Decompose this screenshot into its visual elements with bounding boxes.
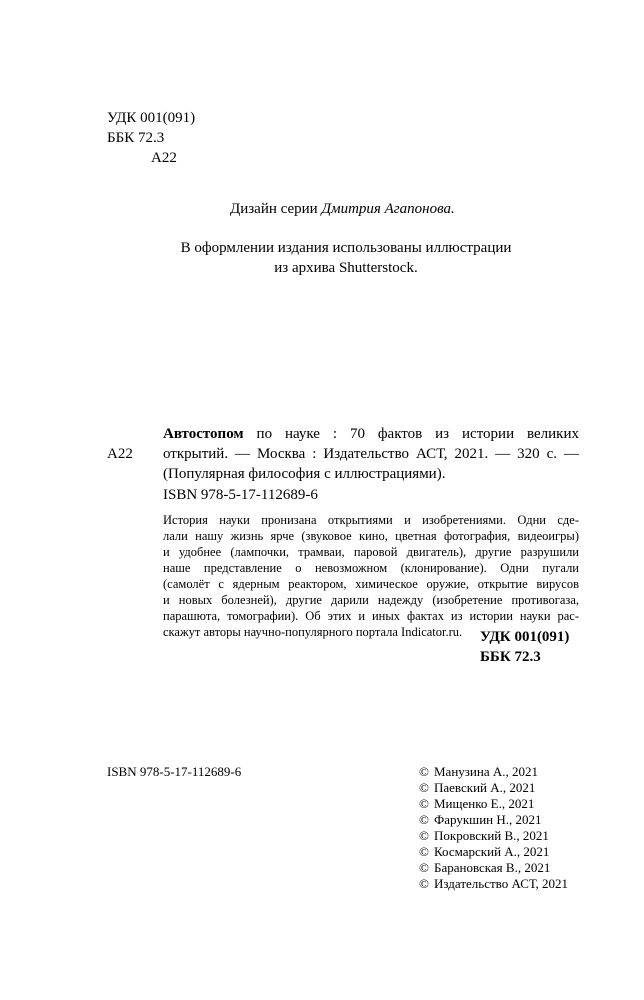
series-design-credit xyxy=(230,199,455,219)
isbn-record: ISBN 978-5-17-112689-6 xyxy=(163,487,318,503)
annotation-line: лали нашу жизнь ярче (звуковое кино, цветная фотография, видеоигры) xyxy=(163,529,579,543)
bottom-udk-code: УДК 001(091) xyxy=(480,629,570,645)
bbk-code: ББК 72.3 xyxy=(107,130,165,146)
copyright-holder: Фарукшин Н., 2021 xyxy=(434,812,542,827)
footer-isbn: ISBN 978-5-17-112689-6 xyxy=(107,764,242,779)
bibliographic-line-1-rest: по науке : 70 фактов из истории великих xyxy=(243,426,579,442)
copyright-line xyxy=(419,796,568,812)
copyright-holder: Паевский А., 2021 xyxy=(434,780,536,795)
series-designer-name: Дмитрия Агапонова. xyxy=(321,201,455,217)
copyright-holder: Манузина А., 2021 xyxy=(434,764,538,779)
bottom-classification xyxy=(480,627,569,667)
copyright-line xyxy=(419,764,568,780)
copyright-holder: Барановская В., 2021 xyxy=(434,860,551,875)
annotation-line: и новых болезней), другие дарили надежду (изобретение противогаза, xyxy=(163,593,579,607)
annotation-line: парашюта, томографии). Об этих и иных фактах из истории науки рас- xyxy=(163,609,579,623)
udk-code: УДК 001(091) xyxy=(107,110,196,126)
copyright-symbol: © xyxy=(419,876,429,891)
copyright-line xyxy=(419,812,568,828)
copyright-line xyxy=(419,876,568,892)
series-design-prefix: Дизайн серии xyxy=(230,201,322,217)
book-title-bold: Автостопом xyxy=(163,426,244,442)
annotation-line: и удобнее (лампочки, трамваи, паровой двигатель), другие разрушили xyxy=(163,545,579,559)
copyright-symbol: © xyxy=(419,828,429,843)
copyright-holder: Покровский В., 2021 xyxy=(434,828,549,843)
copyright-line xyxy=(419,828,568,844)
annotation-line: История науки пронизана открытиями и изобретениями. Одни сде- xyxy=(163,513,579,527)
illustrations-line-1: В оформлении издания использованы иллюстрации xyxy=(180,240,512,256)
copyright-symbol: © xyxy=(419,844,429,859)
copyright-symbol: © xyxy=(419,812,429,827)
copyright-line xyxy=(419,844,568,860)
annotation xyxy=(163,512,579,640)
classification-block xyxy=(107,108,195,168)
annotation-line: (самолёт с ядерным реактором, химическое оружие, открытие вирусов xyxy=(163,577,579,591)
annotation-line: наше представление о невозможном (клонирование). Одни пугали xyxy=(163,561,579,575)
copyright-holder: Издательство АСТ, 2021 xyxy=(434,876,569,891)
annotation-line: скажут авторы научно-популярного портала Indicator.ru. xyxy=(163,625,463,639)
bibliographic-author-mark: А22 xyxy=(107,446,133,462)
copyright-symbol: © xyxy=(419,764,429,779)
copyright-symbol: © xyxy=(419,780,429,795)
copyright-symbol: © xyxy=(419,796,429,811)
copyright-line xyxy=(419,860,568,876)
copyright-line xyxy=(419,780,568,796)
bibliographic-record xyxy=(163,424,579,484)
bibliographic-line-2: открытий. — Москва : Издательство АСТ, 2021. — 320 с. — xyxy=(163,446,579,462)
copyright-holder: Космарский А., 2021 xyxy=(434,844,550,859)
bibliographic-line-1 xyxy=(163,424,579,444)
illustrations-credit xyxy=(166,238,526,278)
copyright-symbol: © xyxy=(419,860,429,875)
copyright-holder: Мищенко Е., 2021 xyxy=(434,796,535,811)
author-mark: А22 xyxy=(151,150,177,166)
bibliographic-line-3: (Популярная философия с иллюстрациями). xyxy=(163,466,446,482)
bottom-bbk-code: ББК 72.3 xyxy=(480,649,541,665)
copyright-list xyxy=(419,764,568,892)
illustrations-line-2: из архива Shutterstock. xyxy=(274,260,418,276)
